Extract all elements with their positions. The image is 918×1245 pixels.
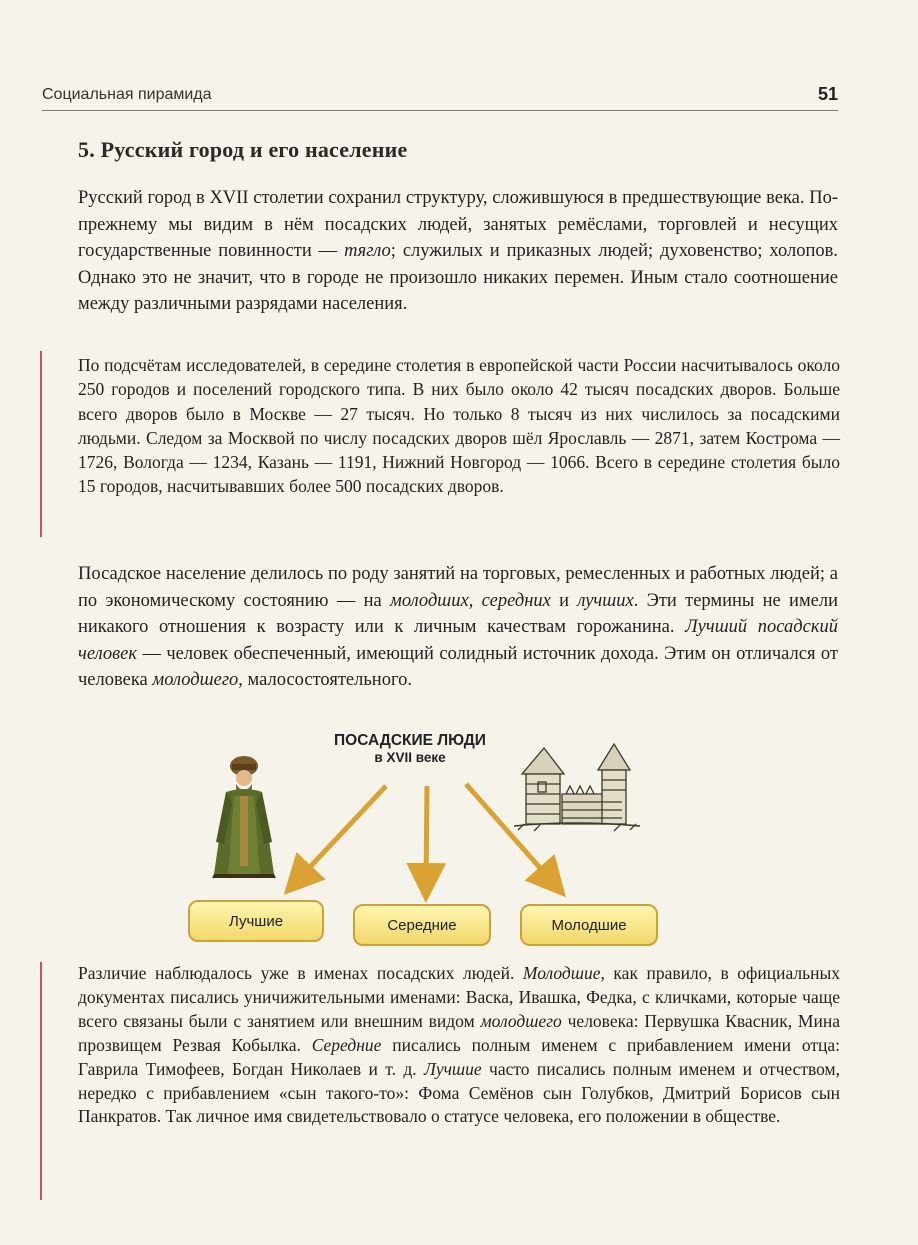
term-molodshie: Молодшие — [522, 963, 601, 983]
section-title: Социальная пирамида — [42, 86, 212, 103]
page-number: 51 — [817, 84, 838, 104]
category-luchshie: Лучшие — [188, 900, 324, 942]
separator-2: и — [550, 590, 578, 611]
term-luchshie: Лучшие — [423, 1058, 482, 1079]
term-luchshiy-posadskiy: Лучший посадский человек — [78, 617, 838, 664]
intro-paragraph — [78, 185, 838, 318]
term-molodshego: молодшего — [152, 670, 239, 691]
wooden-fortress-illustration — [514, 734, 644, 834]
classes-text-1: Посадское население делилось по роду занятий на торговых, ремесленных и работных людей; а по экономическому состоянию — на — [78, 564, 838, 611]
classes-paragraph — [78, 561, 838, 694]
intro-text-2: ; служилых и приказных людей; духовенство; холопов. Однако это не значит, что в городе не произошло никаких перемен. Иным стало соотношение между различными разрядами населения. — [78, 241, 838, 315]
statistics-sidebar — [40, 351, 840, 537]
arrow-to-luchshie — [294, 786, 386, 884]
diagram-title — [330, 732, 490, 766]
classes-text-2: . Эти термины не имели никакого отношения к возрасту или к личным качествам горожанина. — [78, 590, 839, 638]
running-header — [42, 86, 838, 111]
classes-text-4: , малосостоятельного. — [238, 670, 412, 691]
term-molodshego-2: молодшего — [480, 1010, 562, 1031]
category-molodshie: Молодшие — [520, 904, 658, 946]
term-serednie: Середние — [311, 1034, 382, 1055]
intro-text-1: Русский город в XVII столетии сохранил структуру, сложившуюся в предшествующие века. По-прежнему мы видим в нём посадских людей, занятых ремёслами, торговлей и несущих государственные повинности — — [78, 188, 838, 262]
names-text — [78, 962, 840, 1129]
diagram-title-main: ПОСАДСКИЕ ЛЮДИ — [334, 732, 486, 749]
names-text-2: , как правило, в официальных документах писались уничижительными именами: Васка, Ивашка, Федка, с кличками, которые чаще всего связаны были с занятием или внешним видом — [78, 963, 840, 1031]
merchant-illustration — [204, 752, 284, 880]
townspeople-diagram — [180, 724, 680, 954]
classes-text-3: — человек обеспеченный, имеющий солидный источник дохода. Этим он отличался от человека — [78, 643, 838, 691]
separator-1: , — [468, 590, 482, 611]
category-serednie: Середние — [353, 904, 491, 946]
names-text-3: человека: Первушка Квасник, Мина прозвищем Резвая Кобылка. — [78, 1010, 840, 1055]
arrow-to-serednie — [426, 786, 427, 888]
statistics-text: По подсчётам исследователей, в середине столетия в европейской части России насчитывалось около 250 городов и поселений городского типа. В них было около 42 тысяч посадских дворов. Больше всего дворов было в Москве — 27 тысяч. Но только 8 тысяч из них числилось за посадскими людьми. Следом за Москвой по числу посадских дворов шёл Ярославль — 2871, затем Кострома — 1726, Вологда — 1234, Казань — 1191, Нижний Новгород — 1066. Всего в середине столетия было 15 городов, насчитывавших более 500 посадских дворов. — [78, 355, 840, 497]
term-luchshih: лучших — [577, 590, 634, 611]
term-tyaglo: тягло — [344, 241, 391, 262]
names-sidebar — [40, 962, 840, 1200]
names-text-5: часто писались полным именем и отчеством, нередко с прибавлением «сын такого-то»: Фома Семёнов сын Голубков, Дмитрий Борисов сын Панкратов. Так личное имя свидетельствовало о статусе человека, его положении в обществе. — [78, 1058, 840, 1127]
names-text-4: писались полным именем с прибавлением имени отца: Гаврила Тимофеев, Богдан Николаев и т. д. — [78, 1034, 840, 1079]
chapter-heading: 5. Русский город и его население — [78, 137, 408, 162]
term-serednih: середних — [481, 590, 551, 611]
names-text-1: Различие наблюдалось уже в именах посадских людей. — [78, 963, 523, 983]
diagram-subtitle: в XVII веке — [374, 750, 446, 765]
term-molodshih: молодших — [390, 590, 469, 611]
